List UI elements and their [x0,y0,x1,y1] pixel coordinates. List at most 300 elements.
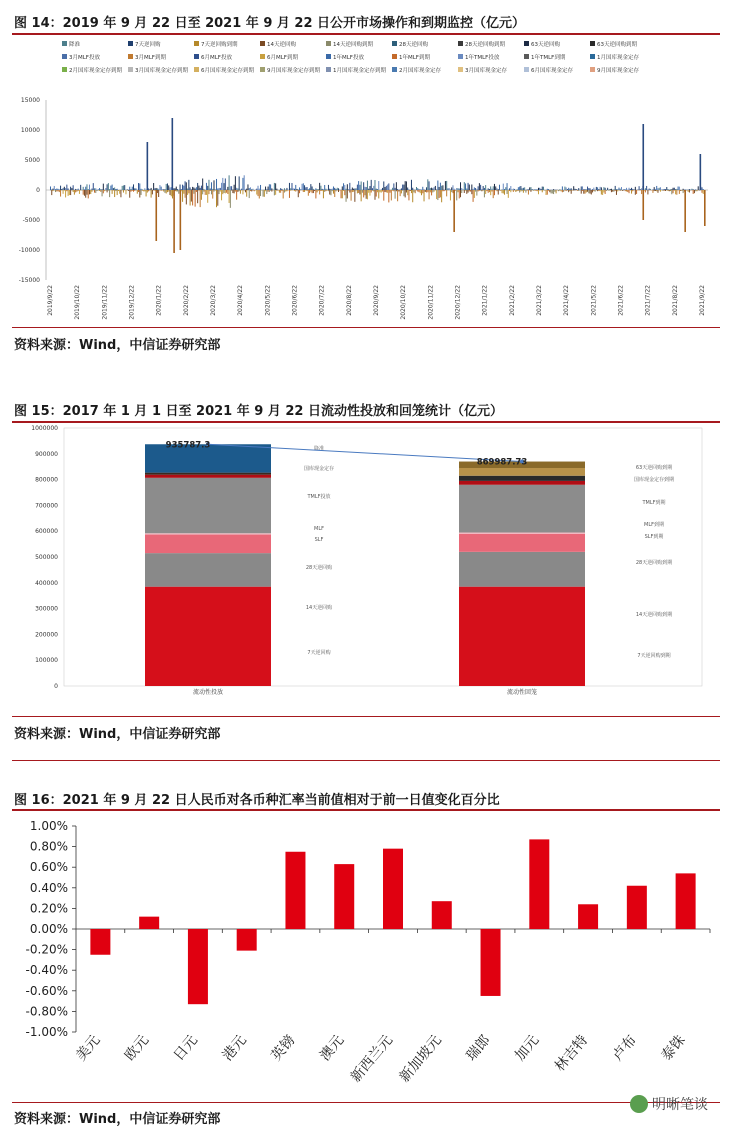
bar [564,190,565,191]
x-category-label: 日元 [170,1032,201,1065]
bar [54,186,55,190]
bar [452,190,453,193]
bar [446,190,447,196]
bar [412,188,413,190]
bar [450,189,451,190]
bar [469,185,470,190]
bar [388,183,389,190]
bar [303,183,304,190]
x-tick-label: 2019/12/22 [128,285,136,320]
fig14-title: 图 14：2019 年 9 月 22 日至 2021 年 9 月 22 日公开市场操作和到期监控（亿元） [14,16,526,31]
x-tick-label: 2020/1/22 [155,285,163,316]
bar [426,190,427,192]
legend-swatch [326,54,331,59]
bar [95,188,96,190]
bar [142,190,143,191]
bar [134,190,135,191]
y-tick-label: -10000 [18,247,40,254]
segment-label: 7天逆回购到期 [637,653,671,659]
bar [347,184,348,190]
bar [496,190,497,191]
bar [547,189,548,190]
bar [297,190,298,191]
bar [200,190,201,207]
bar [514,189,515,190]
y-tick-label: -0.20% [25,942,68,957]
bar [610,189,611,190]
bar [465,183,466,190]
bar [502,189,503,190]
bar [422,187,423,190]
y-tick-label: 0.60% [29,860,68,875]
bar [315,188,316,190]
bar [186,190,187,204]
bar [518,190,519,191]
bar [299,190,300,193]
x-category-label: 新加坡元 [396,1032,445,1086]
bar [352,190,353,192]
bar [73,190,74,192]
bar [252,190,253,191]
bar [146,190,147,196]
bar [630,189,631,190]
fx-bar [90,929,110,955]
fig16-chart [12,812,720,1102]
bar [466,189,467,190]
bar [490,186,491,190]
bar [304,185,305,190]
bar [582,190,583,191]
x-tick-label: 2020/4/22 [237,285,245,316]
bar [294,189,295,190]
bar [338,188,339,190]
bar [229,175,230,190]
bar [256,190,257,195]
bar [693,189,694,190]
bar [173,188,174,190]
bar [305,187,306,190]
bar [195,190,196,207]
bar [424,189,425,190]
bar [508,190,509,198]
bar [595,190,596,192]
bar [293,188,294,190]
bar [388,190,389,202]
bar [334,188,335,190]
bar [335,190,336,191]
spike-bar [173,190,175,253]
bar [563,190,564,192]
bar [578,190,579,191]
bar [143,190,144,191]
bar [125,190,126,194]
x-category-label: 流动性回笼 [506,689,538,696]
bar [459,190,460,198]
segment-label: MLF到期 [644,522,664,528]
bar [100,190,101,192]
bar [480,185,481,190]
bar [84,190,85,196]
bar [371,180,372,190]
bar [592,189,593,190]
x-tick-label: 2020/5/22 [264,285,272,316]
bar [166,184,167,190]
legend-swatch [128,41,133,46]
bar [475,188,476,190]
bar [627,190,628,192]
bar [317,189,318,190]
x-tick-label: 2020/7/22 [318,285,326,316]
bar [660,190,661,192]
bar [408,190,409,200]
bar [86,184,87,190]
bar [78,189,79,190]
bar [568,190,569,192]
bar [695,190,696,191]
legend-swatch [392,54,397,59]
bar [334,190,335,197]
bar [402,185,403,190]
bar [191,190,192,202]
spike-bar [684,190,686,232]
bar [242,190,243,194]
bar [645,190,646,192]
bar [396,182,397,190]
bar [530,187,531,190]
bar [538,190,539,194]
bar [369,190,370,196]
bar [597,187,598,190]
bar [631,188,632,190]
bar [117,189,118,190]
bar [100,189,101,190]
bar [464,182,465,190]
bar [368,189,369,190]
spike-bar [642,190,644,220]
bar [342,190,343,198]
bar [382,190,383,191]
bar [239,190,240,191]
bar [202,190,203,194]
bar [339,190,340,191]
bar [60,186,61,190]
bar [68,188,69,190]
bar [210,190,211,191]
bar [586,189,587,190]
bar [344,185,345,190]
bar [505,187,506,190]
legend-swatch [62,41,67,46]
bar [474,190,475,198]
bar [313,190,314,193]
bar [493,186,494,190]
stack-segment [145,587,271,686]
x-tick-label: 2019/9/22 [47,285,54,316]
bar [413,190,414,192]
bar [455,190,456,191]
bar [485,185,486,190]
spike-bar [704,190,706,226]
x-tick-label: 2020/8/22 [345,285,353,316]
bar [524,190,525,191]
bar [183,190,184,194]
bar [652,190,653,193]
legend-label: 7天逆回购到期 [201,42,238,48]
bar [206,183,207,190]
bar [258,186,259,190]
bar [276,189,277,190]
bar [587,187,588,190]
legend-label: 3月国库现金定存 [465,68,507,74]
bar [703,190,704,194]
bar [503,184,504,190]
bar [270,184,271,190]
bar [401,188,402,190]
bar [385,187,386,190]
bar [348,189,349,190]
bar [703,189,704,190]
bar [65,190,66,197]
bar [367,181,368,190]
bar [427,190,428,192]
bar [625,190,626,191]
bar [271,190,272,192]
bar [424,190,425,201]
bar [549,190,550,192]
bar [680,190,681,191]
y-tick-label: 500000 [35,554,58,561]
bar [405,181,406,190]
bar [188,180,189,190]
bar [605,188,606,190]
legend-label: 1月国库现金定存 [597,55,639,61]
bar [279,190,280,193]
bar [452,185,453,190]
bar [354,188,355,190]
bar [254,190,255,191]
bar [441,186,442,190]
bar [392,188,393,190]
bar [103,190,104,193]
bar [346,190,347,202]
bar [323,189,324,190]
bar [533,190,534,191]
segment-label: SLF到期 [644,534,664,540]
bar [378,190,379,198]
bar [529,187,530,190]
bar [66,185,67,190]
bar [466,190,467,194]
bar [351,190,352,201]
bar [99,188,100,190]
bar [269,184,270,190]
y-tick-label: 100000 [35,657,58,665]
bar [118,190,119,191]
fx-bar [529,839,549,929]
bar [271,188,272,190]
bar [283,190,284,198]
bar [231,186,232,190]
bar [408,189,409,190]
bar [485,190,486,194]
bar [481,189,482,190]
bar [128,190,129,191]
legend-label: 1年TMLF投放 [465,55,500,61]
bar [535,189,536,190]
legend-swatch [194,54,199,59]
bar [330,189,331,190]
bar [176,190,177,191]
bar [457,188,458,190]
bar [421,190,422,195]
bar [275,190,276,195]
bar [650,189,651,190]
total-label: 869987.73 [476,457,528,468]
bar [110,186,111,190]
bar [363,182,364,190]
bar [620,190,621,191]
bar [281,190,282,191]
bar [205,190,206,195]
bar [346,189,347,190]
x-tick-label: 2020/11/22 [427,285,435,320]
bar [212,190,213,199]
bar [640,189,641,190]
bar [90,190,91,194]
bar [437,181,438,190]
bar [374,180,375,190]
bar [376,189,377,190]
bar [119,190,120,194]
bar [476,190,477,196]
bar [357,190,358,193]
bar [64,187,65,190]
bar [294,190,295,191]
bar [256,189,257,190]
bar [478,190,479,191]
bar [666,187,667,190]
fx-bar [334,864,354,929]
bar [665,190,666,191]
bar [588,190,589,193]
bar [107,184,108,190]
bar [65,188,66,190]
bar [364,190,365,195]
bar [130,189,131,190]
bar [669,189,670,190]
fx-bar [627,886,647,929]
stack-segment [145,475,271,478]
bar [600,187,601,190]
bar [130,190,131,192]
x-tick-label: 2020/12/22 [454,285,462,320]
fx-bar [237,929,257,951]
bar [169,190,170,195]
bar [554,190,555,192]
bar [190,190,191,206]
bar [567,189,568,190]
x-category-label: 卢布 [609,1032,640,1065]
bar [344,190,345,195]
bar [50,186,51,190]
y-tick-label: 15000 [20,97,40,104]
bar [69,190,70,195]
bar [329,190,330,195]
bar [522,190,523,191]
bar [129,190,130,198]
bar [147,190,148,193]
bar [291,183,292,190]
legend-label: 1年MLF到期 [399,55,430,61]
bar [115,190,116,191]
legend-swatch [62,67,67,72]
bar [284,188,285,190]
bar [436,190,437,199]
bar [553,189,554,190]
bar [167,183,168,190]
legend-label: 6月MLF到期 [267,55,298,61]
fx-bar [676,873,696,929]
stack-segment [145,478,271,533]
bar [290,190,291,191]
bar [289,183,290,190]
bar [675,189,676,190]
bar [387,190,388,193]
segment-label: 14天逆回购到期 [635,612,673,618]
bar [265,190,266,191]
bar [217,188,218,190]
bar [664,190,665,191]
bar [548,189,549,190]
bar [193,190,194,194]
bar [655,189,656,190]
fig16-title-rule [12,809,720,811]
bar [109,189,110,190]
bar [89,190,90,194]
bar [534,189,535,190]
bar [236,188,237,190]
bar [431,188,432,190]
bar [484,188,485,190]
legend-label: 6月国库现金定存到期 [201,68,254,74]
bar [307,187,308,190]
bar [219,188,220,190]
bar [662,190,663,191]
bar [234,190,235,193]
legend-label: 3月MLF投放 [69,55,100,61]
bar [479,190,480,191]
y-tick-label: 1000000 [31,425,58,432]
legend-label: 降准 [69,42,81,48]
bar [240,190,241,194]
bar [694,190,695,193]
bar [156,188,157,190]
bar [154,188,155,190]
bar [214,180,215,190]
bar [203,190,204,192]
bar [275,183,276,190]
spike-bar [147,142,149,190]
bar [315,190,316,198]
bar [181,189,182,190]
bar [167,190,168,192]
bar [626,190,627,191]
y-tick-label: 800000 [35,476,58,484]
legend-swatch [392,41,397,46]
bar [551,190,552,193]
bar [333,186,334,190]
bar [153,183,154,190]
